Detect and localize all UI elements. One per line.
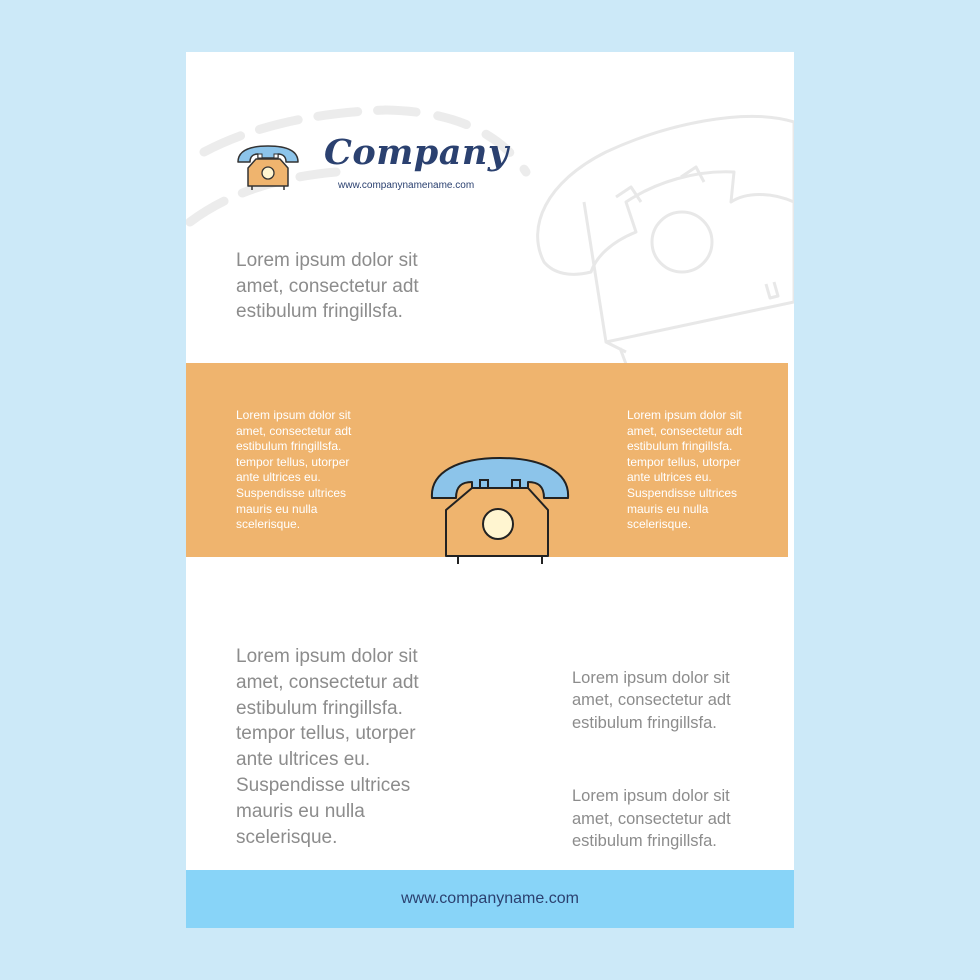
center-telephone-icon: [428, 452, 572, 566]
watermark-telephone-icon: [186, 52, 794, 412]
body-right-paragraph: Lorem ipsum dolor sit amet, consectetur adt estibulum fringillsfa.: [572, 786, 731, 851]
body-right-paragraph: Lorem ipsum dolor sit amet, consectetur adt estibulum fringillsfa.: [572, 668, 731, 732]
body-right-column: [572, 644, 782, 903]
logo-telephone-icon: [236, 144, 300, 192]
footer-bar: [186, 870, 794, 928]
band-right-text: Lorem ipsum dolor sit amet, consectetur adt estibulum fringillsfa. tempor tellus, utorper ante ultrices eu. Suspendisse ultrices mauris eu nulla scelerisque.: [627, 408, 743, 532]
company-website: www.companynamename.com: [338, 180, 475, 191]
footer-website-link[interactable]: www.companyname.com: [401, 890, 579, 907]
intro-text: Lorem ipsum dolor sit amet, consectetur adt estibulum fringillsfa.: [236, 250, 419, 322]
brochure-page: [186, 52, 794, 928]
body-left-text: Lorem ipsum dolor sit amet, consectetur adt estibulum fringillsfa. tempor tellus, utorper ante ultrices eu. Suspendisse ultrices mauris eu nulla scelerisque.: [236, 646, 419, 848]
band-left-text: Lorem ipsum dolor sit amet, consectetur adt estibulum fringillsfa. tempor tellus, utorper ante ultrices eu. Suspendisse ultrices mauris eu nulla scelerisque.: [236, 408, 352, 532]
company-name: Company: [324, 132, 509, 173]
